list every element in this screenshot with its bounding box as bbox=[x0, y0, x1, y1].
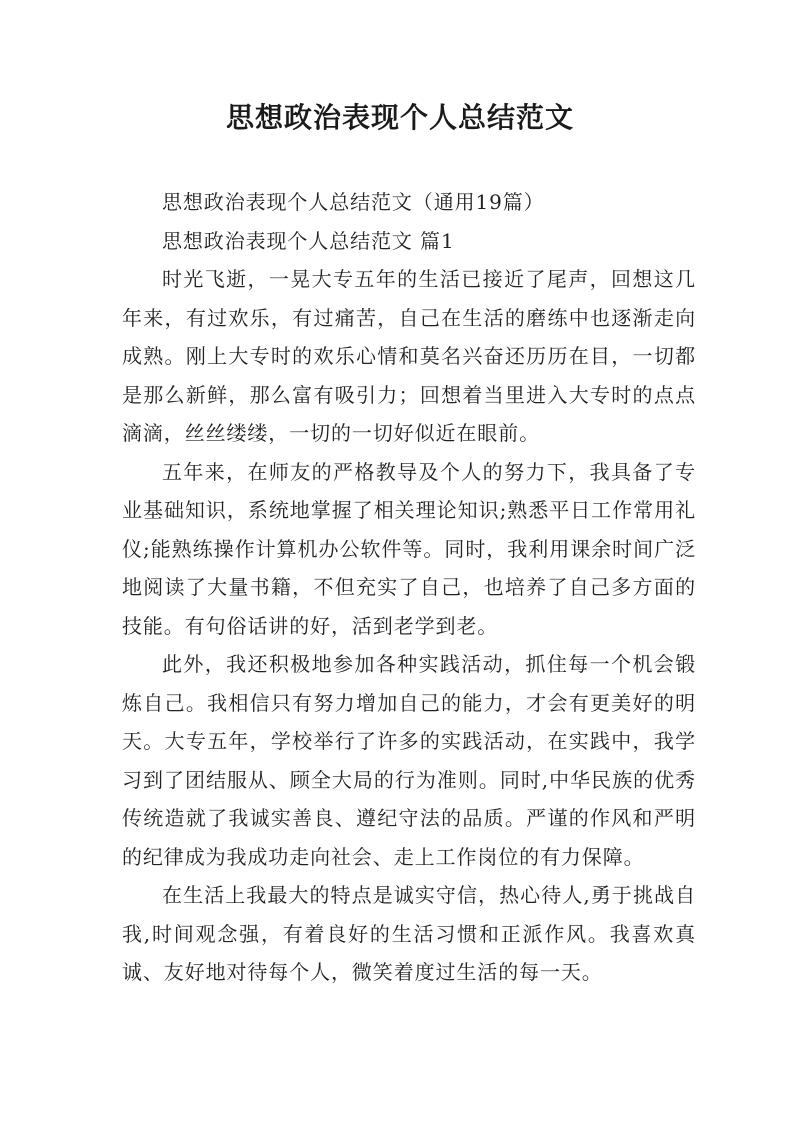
body-paragraph: 时光飞逝，一晃大专五年的生活已接近了尾声，回想这几年来，有过欢乐，有过痛苦，自己在生活的磨练中也逐渐走向成熟。刚上大专时的欢乐心情和莫名兴奋还历历在目，一切都是那么新鲜，那么富有吸引力；回想着当里进入大专时的点点滴滴，丝丝缕缕，一切的一切好似近在眼前。 bbox=[122, 267, 696, 445]
body-paragraph: 此外，我还积极地参加各种实践活动，抓住每一个机会锻炼自己。我相信只有努力增加自己的能力，才会有更美好的明天。大专五年，学校举行了许多的实践活动，在实践中，我学习到了团结服从、顾全大局的行为准则。同时,中华民族的优秀传统造就了我诚实善良、遵纪守法的品质。严谨的作风和严明的纪律成为我成功走向社会、走上工作岗位的有力保障。 bbox=[122, 652, 696, 869]
section-heading: 思想政治表现个人总结范文 篇1 bbox=[162, 228, 455, 253]
body-paragraph: 在生活上我最大的特点是诚实守信，热心待人,勇于挑战自我,时间观念强，有着良好的生活习惯和正派作风。我喜欢真诚、友好地对待每个人，微笑着度过生活的每一天。 bbox=[122, 883, 696, 984]
body-paragraph: 五年来，在师友的严格教导及个人的努力下，我具备了专业基础知识，系统地掌握了相关理论知识;熟悉平日工作常用礼仪;能熟练操作计算机办公软件等。同时，我利用课余时间广泛地阅读了大量书籍，不但充实了自己，也培养了自己多方面的技能。有句俗话讲的好，活到老学到老。 bbox=[122, 459, 696, 638]
document-body bbox=[122, 183, 696, 992]
subtitle-paragraph: 思想政治表现个人总结范文（通用19篇） bbox=[162, 190, 545, 214]
document-title: 思想政治表现个人总结范文 bbox=[225, 101, 574, 134]
